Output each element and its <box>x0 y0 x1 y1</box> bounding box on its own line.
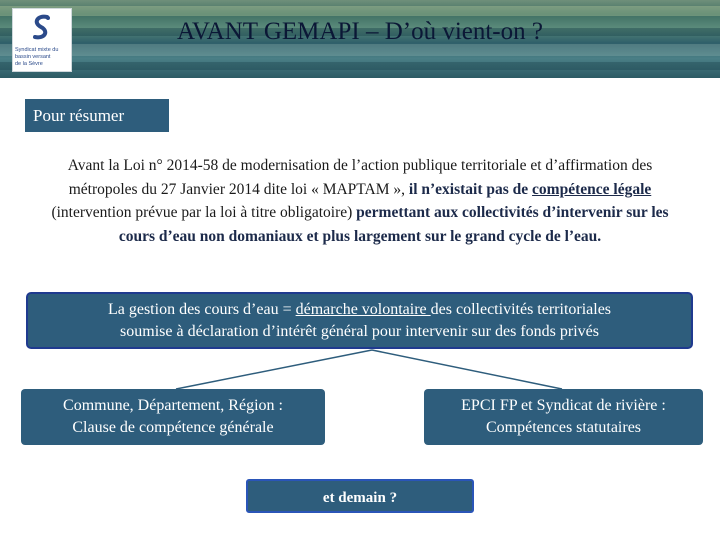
logo-text-line: Syndicat mixte du <box>15 47 59 53</box>
main-statement-box <box>26 292 693 349</box>
epci-line2: Compétences statutaires <box>485 419 642 436</box>
main-underlined-text: démarche volontaire <box>295 301 431 318</box>
communes-line1: Commune, Département, Région : <box>63 397 283 414</box>
connector-right <box>372 350 562 389</box>
logo-text-line: de la Sèvre <box>15 61 43 67</box>
summary-text: (intervention prévue par la loi à titre obligatoire) <box>51 204 357 221</box>
epci-line1: EPCI FP et Syndicat de rivière : <box>461 397 666 414</box>
logo-text-line: bassin versant <box>15 54 51 60</box>
summary-underlined-text: compétence légale <box>532 180 652 198</box>
summary-bold-text: il n’existait pas de <box>408 180 533 198</box>
section-label: Pour résumer <box>25 99 169 132</box>
summary-text: Avant la Loi n° 2014-58 de modernisation de l’action publique territoriale et d’affirmation des métropoles du 27 Janvier 2014 dite loi « MAPTAM », <box>67 157 653 198</box>
epci-box <box>424 389 703 445</box>
communes-box <box>21 389 325 445</box>
main-text: des collectivités territoriales <box>430 301 612 318</box>
summary-bold-text: permettant aux collectivités d’intervenir sur les cours d’eau non domaniaux et plus largement sur le grand cycle de l’eau. <box>118 204 669 245</box>
connector-left <box>176 350 372 389</box>
main-text-line2: soumise à déclaration d’intérêt général pour intervenir sur des fonds privés <box>120 323 599 340</box>
communes-line2: Clause de compétence générale <box>72 419 274 436</box>
main-text: La gestion des cours d’eau = <box>107 301 296 318</box>
slide-title: AVANT GEMAPI – D’où vient-on ? <box>177 18 543 45</box>
et-demain-box: et demain ? <box>246 479 474 513</box>
